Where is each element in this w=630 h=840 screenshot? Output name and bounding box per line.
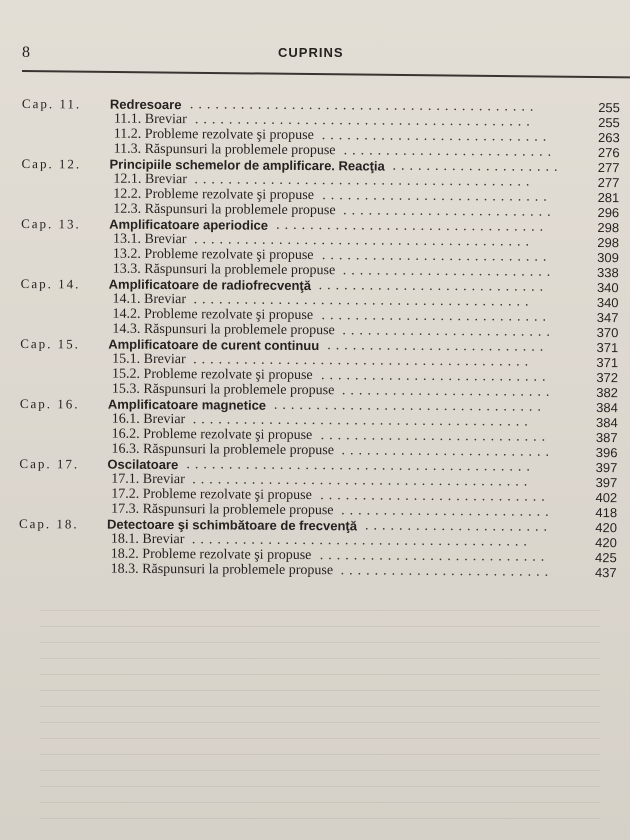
section-title: 16.3. Răspunsuri la problemele propuse	[111, 441, 334, 459]
page-ref: 255	[598, 115, 620, 131]
chapter-title: Amplificatoare de curent continuu	[108, 336, 320, 354]
section-title: 13.2. Probleme rezolvate şi propuse	[112, 246, 314, 264]
section-title: 18.2. Probleme rezolvate şi propuse	[110, 546, 312, 564]
chapter-label: Cap. 14.	[20, 276, 81, 292]
section-title: 15.2. Probleme rezolvate şi propuse	[112, 366, 313, 384]
page-ref: 298	[597, 220, 620, 236]
dot-leader: .........................	[341, 383, 555, 400]
dot-leader: ...........................	[322, 188, 552, 205]
page-ref: 420	[595, 535, 617, 551]
section-title: 17.3. Răspunsuri la problemele propuse	[111, 501, 334, 519]
page-ref: 371	[596, 355, 619, 371]
toc-section-row	[15, 561, 627, 580]
page-ref: 382	[596, 385, 618, 401]
dot-leader: ........................................	[193, 292, 534, 310]
section-title: 15.1. Breviar	[112, 351, 186, 368]
section-title: 18.1. Breviar	[110, 531, 185, 548]
page-ref: 347	[596, 310, 619, 326]
page-ref: 402	[595, 490, 618, 506]
dot-leader: ........................................	[191, 532, 532, 550]
chapter-label: Cap. 16.	[19, 396, 80, 412]
page-ref: 425	[595, 550, 617, 566]
page-ref: 340	[596, 280, 619, 296]
chapter-label: Cap. 12.	[21, 156, 82, 172]
chapter-label: Cap. 18.	[18, 516, 79, 532]
dot-leader: ...........................	[319, 548, 550, 565]
page-ref: 340	[596, 295, 619, 311]
section-title: 12.1. Breviar	[113, 171, 187, 188]
dot-leader: .........................	[341, 503, 554, 520]
chapter-label: Cap. 13.	[21, 216, 81, 232]
section-title: 11.3. Răspunsuri la problemele propuse	[113, 141, 336, 159]
page-ref: 397	[595, 475, 618, 491]
page-ref: 372	[596, 370, 619, 386]
chapter-title: Detectoare şi schimbătoare de frecvenţă	[106, 516, 358, 534]
page-ref: 276	[597, 145, 620, 161]
dot-leader: .........................	[342, 263, 556, 280]
page-ref: 370	[596, 325, 619, 341]
section-title: 14.2. Probleme rezolvate şi propuse	[112, 306, 314, 324]
page-ref: 437	[594, 565, 617, 581]
section-title: 12.2. Probleme rezolvate şi propuse	[113, 186, 314, 204]
section-title: 12.3. Răspunsuri la problemele propuse	[113, 201, 336, 219]
section-title: 11.1. Breviar	[113, 111, 187, 128]
dot-leader: ...........................	[320, 428, 551, 445]
page-ref: 396	[595, 445, 618, 461]
header-rule	[22, 70, 630, 78]
page-ref: 418	[595, 505, 618, 521]
section-title: 14.3. Răspunsuri la problemele propuse	[112, 321, 335, 339]
section-title: 15.3. Răspunsuri la problemele propuse	[111, 381, 335, 399]
page-ref: 263	[597, 130, 620, 146]
page-ref: 397	[595, 460, 618, 476]
chapter-label: Cap. 11.	[21, 96, 82, 112]
table-of-contents	[15, 96, 630, 580]
section-title: 18.3. Răspunsuri la problemele propuse	[110, 561, 334, 579]
section-title: 16.2. Probleme rezolvate şi propuse	[111, 426, 313, 444]
page-ref: 420	[595, 520, 618, 536]
section-title: 14.1. Breviar	[112, 291, 187, 308]
page-ref: 384	[596, 400, 618, 416]
chapter-title: Redresoare	[109, 96, 182, 113]
dot-leader: ........................................	[194, 112, 535, 130]
dot-leader: ...........................	[321, 128, 552, 145]
dot-leader: .........................	[340, 563, 554, 580]
dot-leader: ..........................	[327, 338, 549, 355]
section-title: 13.1. Breviar	[112, 231, 187, 248]
page-number: 8	[22, 44, 30, 61]
dot-leader: ...........................	[318, 278, 549, 295]
page-ref: 255	[598, 100, 620, 116]
section-title: 13.3. Răspunsuri la problemele propuse	[112, 261, 336, 279]
page-ref: 277	[597, 175, 620, 191]
chapter-title: Amplificatoare aperiodice	[109, 216, 269, 233]
chapter-title: Amplificatoare magnetice	[107, 396, 267, 413]
chapter-title: Amplificatoare de radiofrecvenţă	[108, 276, 312, 294]
chapter-title: Principiile schemelor de amplificare. Reacţia	[109, 156, 385, 174]
page-ref: 298	[597, 235, 620, 251]
running-title: CUPRINS	[278, 45, 344, 60]
page-ref: 281	[597, 190, 620, 206]
dot-leader: .........................................	[186, 457, 535, 475]
page-ref: 309	[597, 250, 619, 266]
chapter-label: Cap. 17.	[19, 456, 80, 472]
page-ref: 277	[597, 160, 620, 176]
dot-leader: ....................	[392, 158, 563, 175]
dot-leader: ...........................	[321, 248, 552, 265]
dot-leader: .........................	[343, 203, 556, 220]
page-header	[0, 44, 630, 66]
section-title: 17.2. Probleme rezolvate şi propuse	[111, 486, 312, 504]
dot-leader: ........................................	[192, 412, 533, 430]
dot-leader: ...........................	[320, 488, 550, 505]
dot-leader: ........................................	[193, 232, 535, 250]
page-ref: 387	[595, 430, 618, 446]
dot-leader: ...........................	[321, 308, 552, 325]
dot-leader: ......................	[364, 518, 553, 535]
dot-leader: .........................	[341, 443, 555, 460]
page-ref: 296	[597, 205, 620, 221]
dot-leader: .........................................	[189, 97, 539, 115]
dot-leader: ........................................	[192, 472, 533, 490]
section-title: 16.1. Breviar	[111, 411, 186, 428]
dot-leader: ................................	[273, 397, 546, 415]
page-ref: 371	[596, 340, 619, 356]
page-ref: 384	[595, 415, 618, 431]
dot-leader: ........................................	[194, 172, 535, 190]
section-title: 11.2. Probleme rezolvate şi propuse	[113, 126, 314, 144]
chapter-title: Oscilatoare	[107, 456, 179, 473]
dot-leader: .........................	[343, 143, 557, 160]
dot-leader: ................................	[276, 217, 549, 235]
page-ref: 338	[597, 265, 619, 281]
dot-leader: ...........................	[321, 368, 551, 385]
section-title: 17.1. Breviar	[111, 471, 185, 488]
dot-leader: .........................	[342, 323, 555, 340]
dot-leader: ........................................	[193, 352, 534, 370]
show-through-text	[40, 600, 600, 830]
chapter-label: Cap. 15.	[20, 336, 81, 352]
